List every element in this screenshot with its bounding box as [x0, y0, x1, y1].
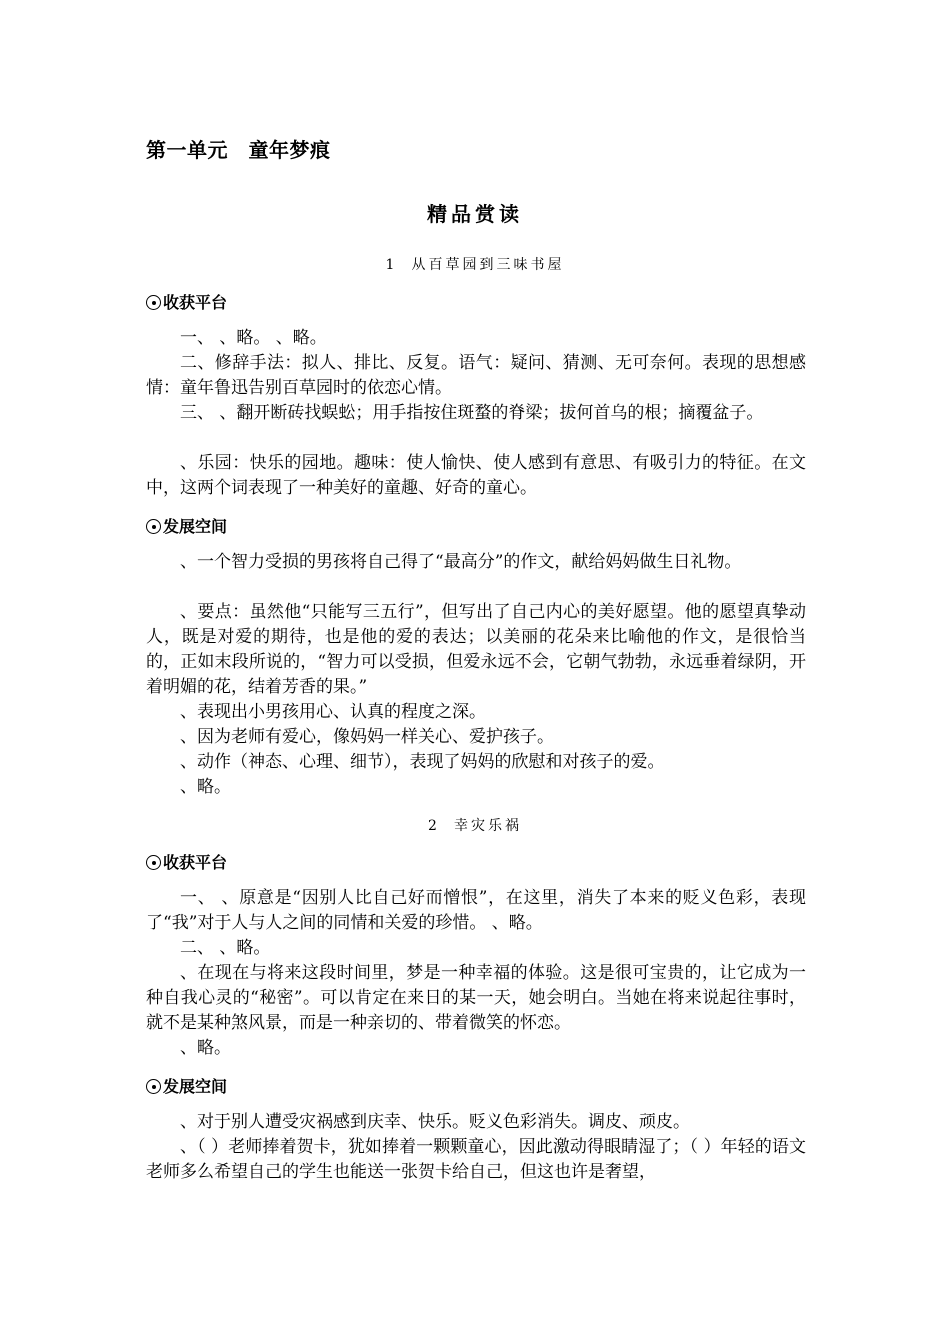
- paragraph: 、略。: [180, 1038, 231, 1058]
- paragraph: 、动作（神态、心理、细节），表现了妈妈的欣慰和对孩子的爱。: [180, 752, 665, 772]
- paragraph: 、略。: [180, 777, 231, 797]
- lesson-1-heading: [0, 254, 950, 274]
- circle-dot-icon: [146, 855, 161, 870]
- lesson-1-development-heading: [146, 514, 227, 537]
- subheading-label: 发展空间: [163, 1077, 228, 1096]
- paragraph: 三、 、翻开断砖找蜈蚣；用手指按住斑蝥的脊梁；拔何首乌的根；摘覆盆子。: [180, 403, 764, 423]
- paragraph: 、一个智力受损的男孩将自己得了“最高分”的作文，献给妈妈做生日礼物。: [180, 552, 742, 572]
- lesson-2-heading: [0, 815, 950, 835]
- paragraph: 二、修辞手法：拟人、排比、反复。语气：疑问、猜测、无可奈何。表现的思想感情：童年鲁迅告别百草园时的依恋心情。: [146, 353, 806, 398]
- subheading-label: 收获平台: [163, 293, 228, 312]
- circle-dot-icon: [146, 1079, 161, 1094]
- unit-title: 第一单元 童年梦痕: [146, 138, 331, 162]
- lesson-title: 从百草园到三味书屋: [411, 257, 565, 273]
- lesson-2-development-heading: [146, 1074, 227, 1097]
- lesson-title: 幸灾乐祸: [453, 818, 522, 834]
- circle-dot-icon: [146, 519, 161, 534]
- paragraph: 一、 、原意是“因别人比自己好而憎恨”，在这里，消失了本来的贬义色彩，表现了“我”对于人与人之间的同情和关爱的珍惜。 、略。: [146, 888, 806, 933]
- subheading-label: 收获平台: [163, 853, 228, 872]
- lesson-1-harvest-heading: [146, 290, 227, 313]
- paragraph: 、在现在与将来这段时间里，梦是一种幸福的体验。这是很可宝贵的，让它成为一种自我心灵的“秘密”。可以肯定在来日的某一天，她会明白。当她在将来说起往事时，就不是某种煞风景，而是一种亲切的、带着微笑的怀恋。: [146, 963, 806, 1033]
- lesson-number: 1: [385, 257, 398, 273]
- paragraph: 二、 、略。: [180, 938, 271, 958]
- paragraph: 、乐园：快乐的园地。趣味：使人愉快、使人感到有意思、有吸引力的特征。在文中，这两个词表现了一种美好的童趣、好奇的童心。: [146, 453, 806, 498]
- paragraph: 一、 、略。 、略。: [180, 328, 327, 348]
- section-title: 精品赏读: [427, 202, 523, 226]
- paragraph: 、（ ）老师捧着贺卡，犹如捧着一颗颗童心，因此激动得眼睛湿了；（ ）年轻的语文老师多么希望自己的学生也能送一张贺卡给自己，但这也许是奢望，: [146, 1137, 806, 1182]
- paragraph: 、对于别人遭受灾祸感到庆幸、快乐。贬义色彩消失。调皮、顽皮。: [180, 1112, 690, 1132]
- circle-dot-icon: [146, 295, 161, 310]
- subheading-label: 发展空间: [163, 517, 228, 536]
- paragraph: 、要点：虽然他“只能写三五行”，但写出了自己内心的美好愿望。他的愿望真挚动人，既是对爱的期待，也是他的爱的表达；以美丽的花朵来比喻他的作文，是很恰当的，正如末段所说的，“智力可以受损，但爱永远不会，它朝气勃勃，永远垂着绿阴，开着明媚的花，结着芳香的果。”: [146, 602, 806, 697]
- paragraph: 、表现出小男孩用心、认真的程度之深。: [180, 702, 486, 722]
- lesson-number: 2: [428, 818, 440, 834]
- lesson-2-harvest-heading: [146, 850, 227, 873]
- paragraph: 、因为老师有爱心，像妈妈一样关心、爱护孩子。: [180, 727, 554, 747]
